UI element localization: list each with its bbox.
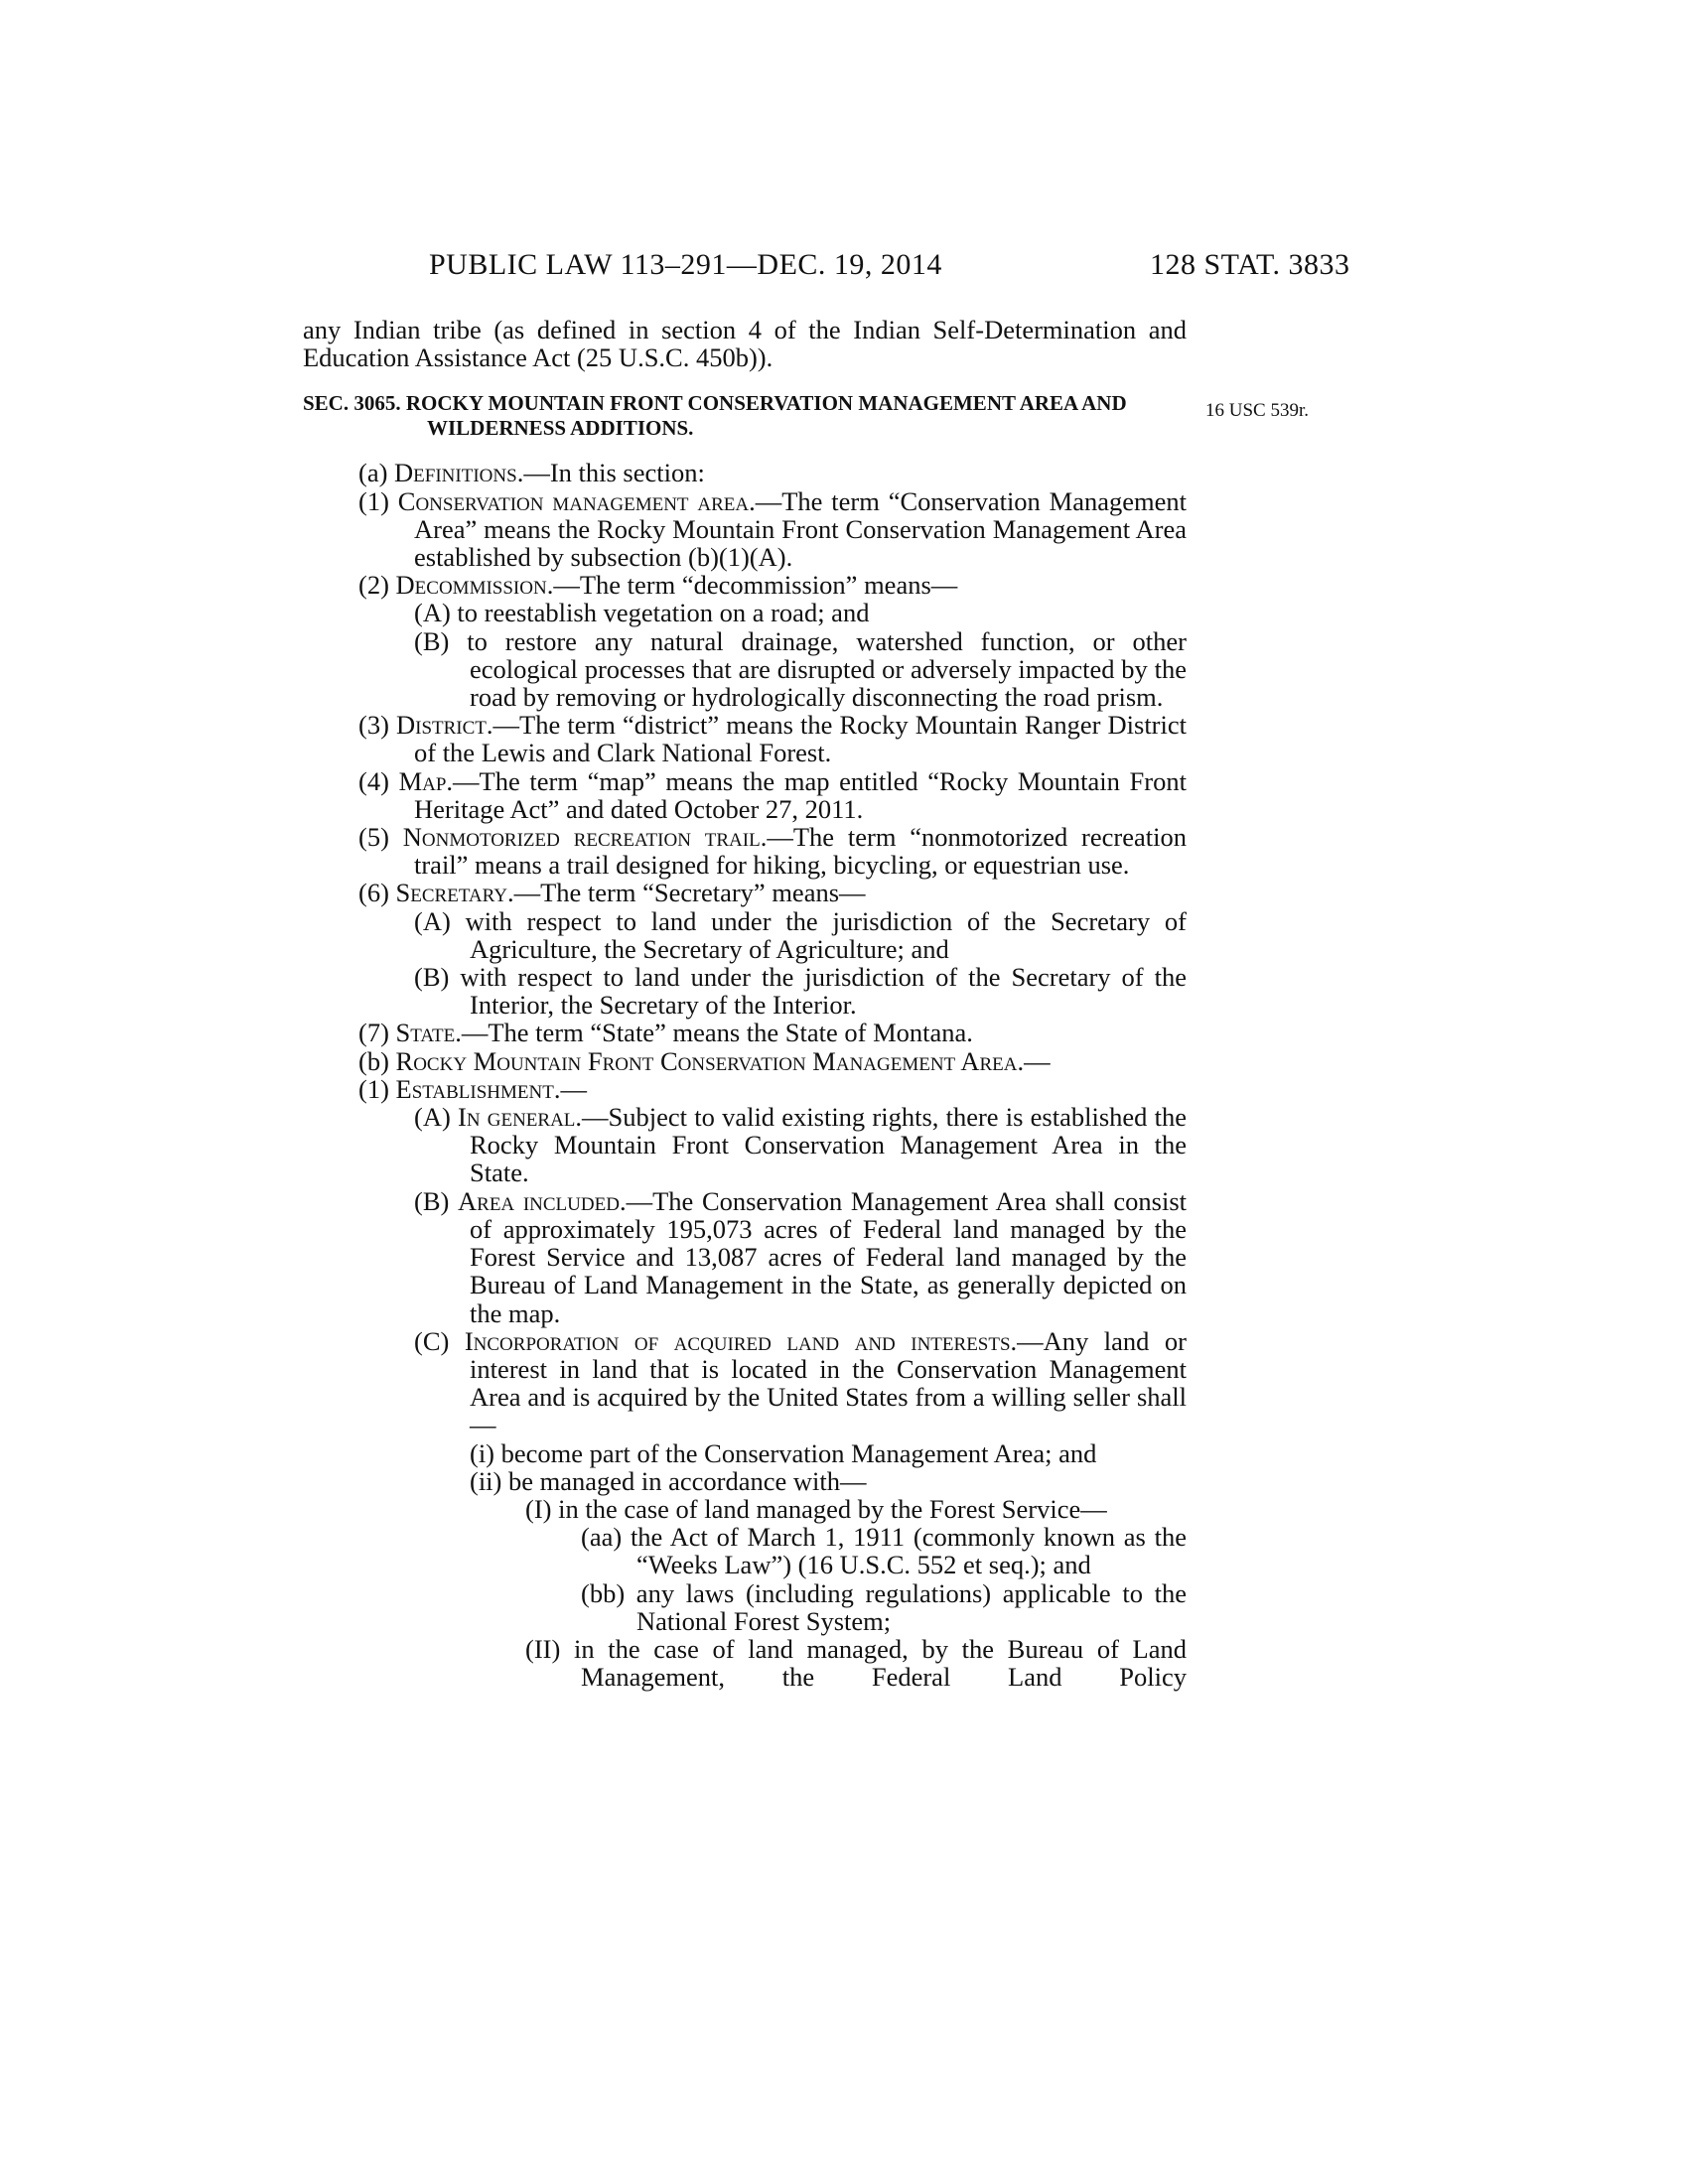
- section-heading: [303, 391, 1187, 441]
- clause-ii: (ii) be managed in accordance with—: [470, 1465, 867, 1496]
- running-head: PUBLIC LAW 113–291—DEC. 19, 2014: [429, 248, 942, 281]
- definition-2-b: (B) to restore any natural drainage, watershed function, or other ecological processes that are disrupted or adversely impacted by the road by removing or hydrologically disconnecting the road prism.: [414, 625, 1187, 713]
- definition-6: (6) Secretary.—The term “Secretary” means—: [358, 878, 866, 908]
- paragraph-b-1: (1) Establishment.—: [358, 1073, 587, 1104]
- continued-paragraph: any Indian tribe (as defined in section 4 of the Indian Self-Determination and Education Assistance Act (25 U.S.C. 450b)).: [303, 315, 1187, 373]
- statute-body: [303, 316, 1187, 1691]
- subclause-I: (I) in the case of land managed by the Forest Service—: [525, 1493, 1107, 1524]
- paragraph-b-1-C: (C) Incorporation of acquired land and interests.—Any land or interest in land that is located in the Conservation Management Area and is acquired by the United States from a willing seller shall—: [414, 1325, 1188, 1440]
- item-bb: (bb) any laws (including regulations) applicable to the National Forest System;: [581, 1577, 1187, 1636]
- subclause-II: (II) in the case of land managed, by the Bureau of Land Management, the Federal Land Policy: [525, 1633, 1187, 1693]
- definition-5: (5) Nonmotorized recreation trail.—The term “nonmotorized recreation trail” means a trail designed for hiking, bicycling, or equestrian use.: [358, 822, 1187, 881]
- definition-7: (7) State.—The term “State” means the State of Montana.: [358, 1018, 973, 1048]
- definition-4: (4) Map.—The term “map” means the map entitled “Rocky Mountain Front Heritage Act” and dated October 27, 2011.: [358, 765, 1187, 824]
- page-citation: 128 STAT. 3833: [1150, 248, 1350, 281]
- item-aa: (aa) the Act of March 1, 1911 (commonly known as the “Weeks Law”) (16 U.S.C. 552 et seq.); and: [581, 1522, 1187, 1580]
- definition-6-a: (A) with respect to land under the jurisdiction of the Secretary of Agriculture, the Secretary of Agriculture; and: [414, 905, 1187, 964]
- definition-2-a: (A) to reestablish vegetation on a road; and: [414, 598, 870, 628]
- definition-1: (1) Conservation management area.—The term “Conservation Management Area” means the Rocky Mountain Front Conservation Management Area established by subsection (b)(1)(A).: [358, 485, 1187, 573]
- margin-citation: 16 USC 539r.: [1205, 400, 1309, 421]
- section-number: SEC. 3065.: [303, 391, 401, 416]
- definition-3: (3) District.—The term “district” means the Rocky Mountain Ranger District of the Lewis and Clark National Forest.: [358, 710, 1187, 768]
- definition-6-b: (B) with respect to land under the jurisdiction of the Secretary of the Interior, the Secretary of the Interior.: [414, 962, 1187, 1021]
- clause-i: (i) become part of the Conservation Management Area; and: [470, 1437, 1097, 1468]
- paragraph-b-1-A: (A) In general.—Subject to valid existing rights, there is established the Rocky Mountain Front Conservation Management Area in the State.: [414, 1102, 1187, 1188]
- subsection-b: (b) Rocky Mountain Front Conservation Management Area.—: [358, 1045, 1051, 1076]
- section-title: ROCKY MOUNTAIN FRONT CONSERVATION MANAGEMENT AREA AND WILDERNESS ADDITIONS.: [405, 391, 1127, 441]
- definition-2: (2) Decommission.—The term “decommission” means—: [358, 570, 958, 601]
- paragraph-b-1-B: (B) Area included.—The Conservation Management Area shall consist of approximately 195,073 acres of Federal land managed by the Forest Service and 13,087 acres of Federal land managed by the Bureau of Land Management in the State, as generally depicted on the map.: [414, 1185, 1187, 1328]
- subsection-a: (a) Definitions.—In this section:: [358, 458, 705, 488]
